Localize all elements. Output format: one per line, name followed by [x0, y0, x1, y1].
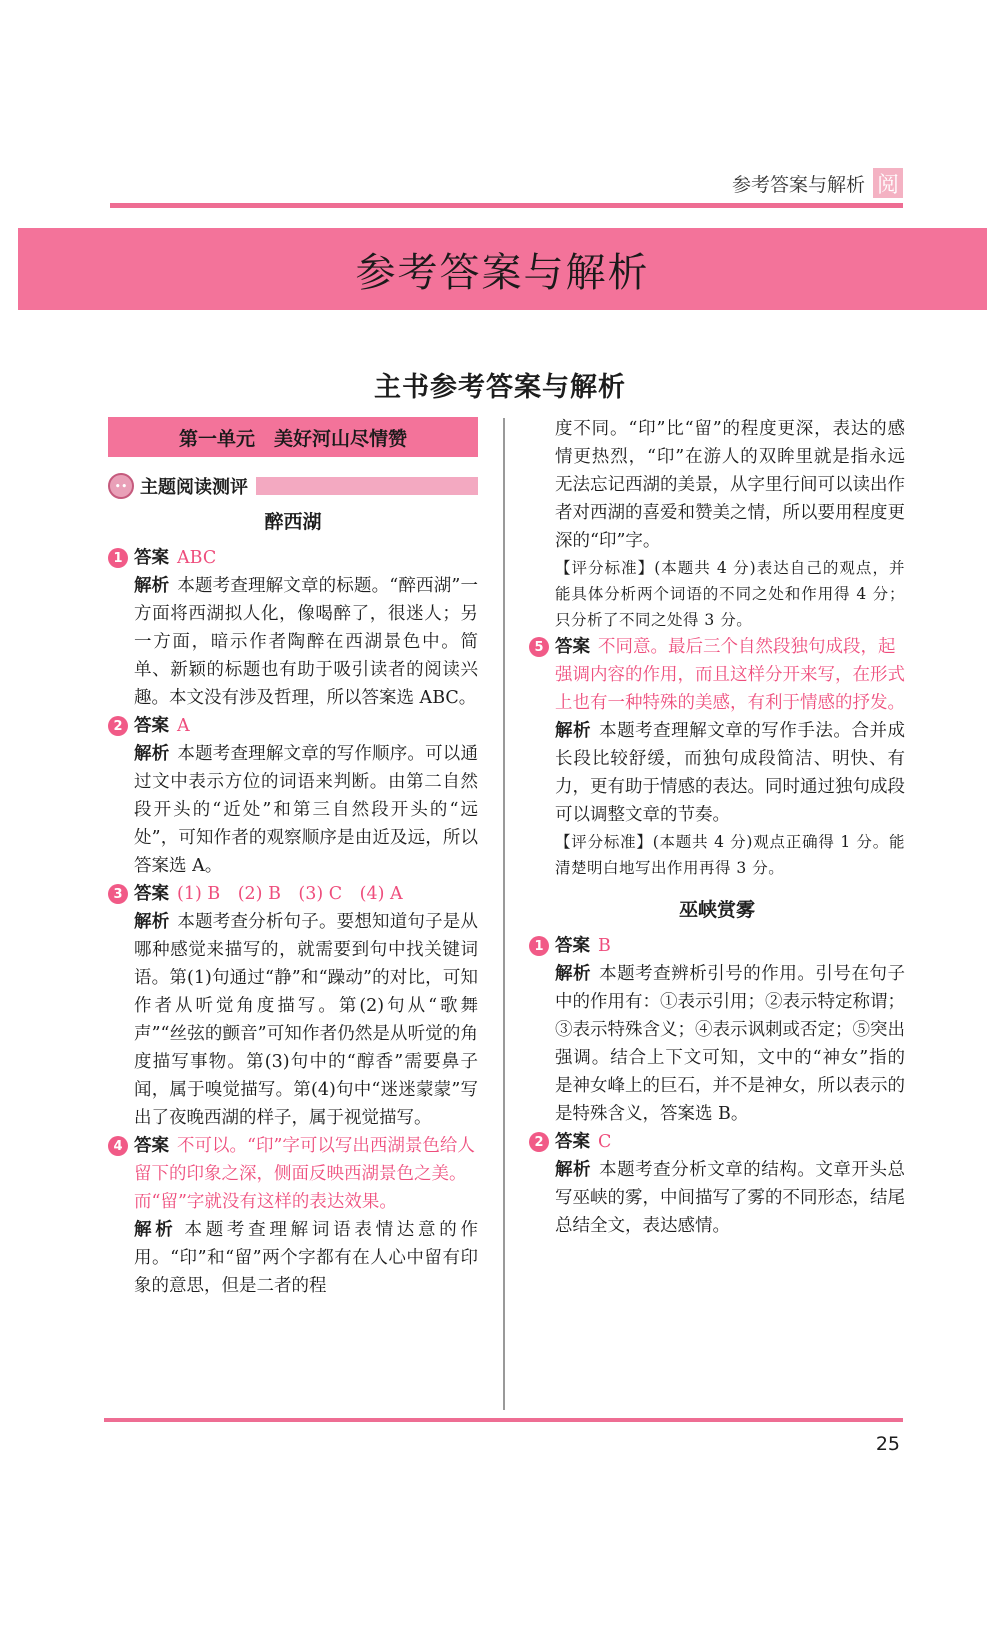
analysis-tag: 解析 — [555, 1160, 592, 1180]
answer-text: (1) B (2) B (3) C (4) A — [177, 884, 403, 904]
question-number-badge: 2 — [529, 1132, 549, 1152]
answer-text: A — [177, 716, 190, 736]
left-column — [108, 417, 478, 1300]
question-number-badge: 1 — [529, 936, 549, 956]
question-number-badge: 5 — [529, 637, 549, 657]
analysis-tag: 解析 — [134, 576, 170, 596]
question-number-badge: 1 — [108, 548, 128, 568]
analysis-tag: 解析 — [134, 912, 170, 932]
article-title: 醉西湖 — [264, 511, 322, 533]
answer-text: C — [598, 1132, 612, 1152]
theme-label: 主题阅读测评 — [140, 477, 248, 498]
question-number-badge: 3 — [108, 884, 128, 904]
answer-tag: 答案 — [134, 884, 169, 904]
analysis-text: 本题考查分析句子。要想知道句子是从哪种感觉来描写的，就需要到句中找关键词语。第(1)句通过“静”和“躁动”的对比，可知作者从听觉角度描写。第(2)句从“歌舞声”“丝弦的颤音”可知作者仍然是从听觉的角度描写事物。第(3)句中的“醇香”需要鼻子闻，属于嗅觉描写。第(4)句中“迷迷蒙蒙”写出了夜晚西湖的样子，属于视觉描写。 — [134, 912, 479, 1128]
answer-text: B — [598, 936, 611, 956]
scoring-criteria: 【评分标准】(本题共 4 分)观点正确得 1 分。能清楚明白地写出作用再得 3 分。 — [555, 833, 905, 877]
article-title: 巫峡赏雾 — [678, 899, 755, 921]
reading-mascot-icon: •• — [108, 473, 134, 499]
theme-bar-decoration — [256, 477, 478, 495]
question-4 — [108, 1132, 478, 1300]
analysis-text: 本题考查理解词语表情达意的作用。“印”和“留”两个字都有在人心中留有印象的意思，但是二者的程 — [134, 1220, 479, 1296]
section-title: 主书参考答案与解析 — [374, 372, 626, 403]
question-number-badge: 4 — [108, 1136, 128, 1156]
right-column — [529, 415, 905, 1240]
answer-tag: 答案 — [555, 1132, 590, 1152]
analysis-tag: 解析 — [134, 744, 170, 764]
answer-tag: 答案 — [134, 548, 169, 568]
analysis-tag: 解析 — [555, 721, 592, 741]
running-header — [732, 168, 903, 198]
answer-tag: 答案 — [555, 936, 590, 956]
footer-rule — [104, 1418, 903, 1422]
analysis-text: 本题考查理解文章的标题。“醉西湖”一方面将西湖拟人化，像喝醉了，很迷人；另一方面，暗示作者陶醉在西湖景色中。简单、新颖的标题也有助于吸引读者的阅读兴趣。本文没有涉及哲理，所以答案选 ABC。 — [134, 576, 478, 708]
analysis-tag: 解析 — [134, 1220, 177, 1240]
question-number-badge: 2 — [108, 716, 128, 736]
question-1 — [108, 544, 478, 712]
answer-tag: 答案 — [555, 637, 590, 657]
answer-text: 不同意。最后三个自然段独句成段，起强调内容的作用，而且这样分开来写，在形式上也有一种特殊的美感，有利于情感的抒发。 — [555, 637, 905, 713]
answer-text: 不可以。“印”字可以写出西湖景色给人留下的印象之深，侧面反映西湖景色之美。而“留”字就没有这样的表达效果。 — [134, 1136, 475, 1212]
question-2 — [108, 712, 478, 880]
answer-tag: 答案 — [134, 1136, 169, 1156]
answer-tag: 答案 — [134, 716, 169, 736]
title-banner — [18, 228, 987, 310]
analysis-text: 本题考查理解文章的写作顺序。可以通过文中表示方位的词语来判断。由第二自然段开头的“近处”和第三自然段开头的“远处”，可知作者的观察顺序是由近及远，所以答案选 A。 — [134, 744, 479, 876]
unit-heading: 第一单元 美好河山尽情赞 — [108, 417, 478, 457]
analysis-continuation: 度不同。“印”比“留”的程度更深，表达的感情更热烈，“印”在游人的双眸里就是指永远无法忘记西湖的美景，从字里行间可以读出作者对西湖的喜爱和赞美之情，所以要用程度更深的“印”字。 — [555, 419, 905, 551]
analysis-text: 本题考查辨析引号的作用。引号在句子中的作用有：①表示引用；②表示特定称谓；③表示特殊含义；④表示讽刺或否定；⑤突出强调。结合上下文可知，文中的“神女”指的是神女峰上的巨石，并不是神女，所以表示的是特殊含义，答案选 B。 — [555, 964, 906, 1124]
analysis-text: 本题考查理解文章的写作手法。合并成长段比较舒缓，而独句成段简洁、明快、有力，更有助于情感的表达。同时通过独句成段可以调整文章的节奏。 — [555, 721, 906, 825]
scoring-criteria: 【评分标准】(本题共 4 分)表达自己的观点，并能具体分析两个词语的不同之处和作用得 4 分；只分析了不同之处得 3 分。 — [555, 559, 905, 629]
banner-title: 参考答案与解析 — [355, 249, 650, 296]
analysis-text: 本题考查分析文章的结构。文章开头总写巫峡的雾，中间描写了雾的不同形态，结尾总结全文，表达感情。 — [555, 1160, 906, 1236]
column-divider — [503, 418, 505, 1410]
running-header-corner: 阅 — [873, 168, 903, 198]
wuxia-question-1 — [529, 932, 905, 1128]
analysis-tag: 解析 — [555, 964, 592, 984]
answer-text: ABC — [177, 548, 217, 568]
theme-heading — [108, 471, 478, 501]
question-3 — [108, 880, 478, 1132]
wuxia-question-2 — [529, 1128, 905, 1240]
page-number: 25 — [875, 1433, 900, 1455]
question-5 — [529, 633, 905, 829]
header-rule — [110, 203, 903, 208]
running-header-label: 参考答案与解析 — [731, 173, 865, 196]
